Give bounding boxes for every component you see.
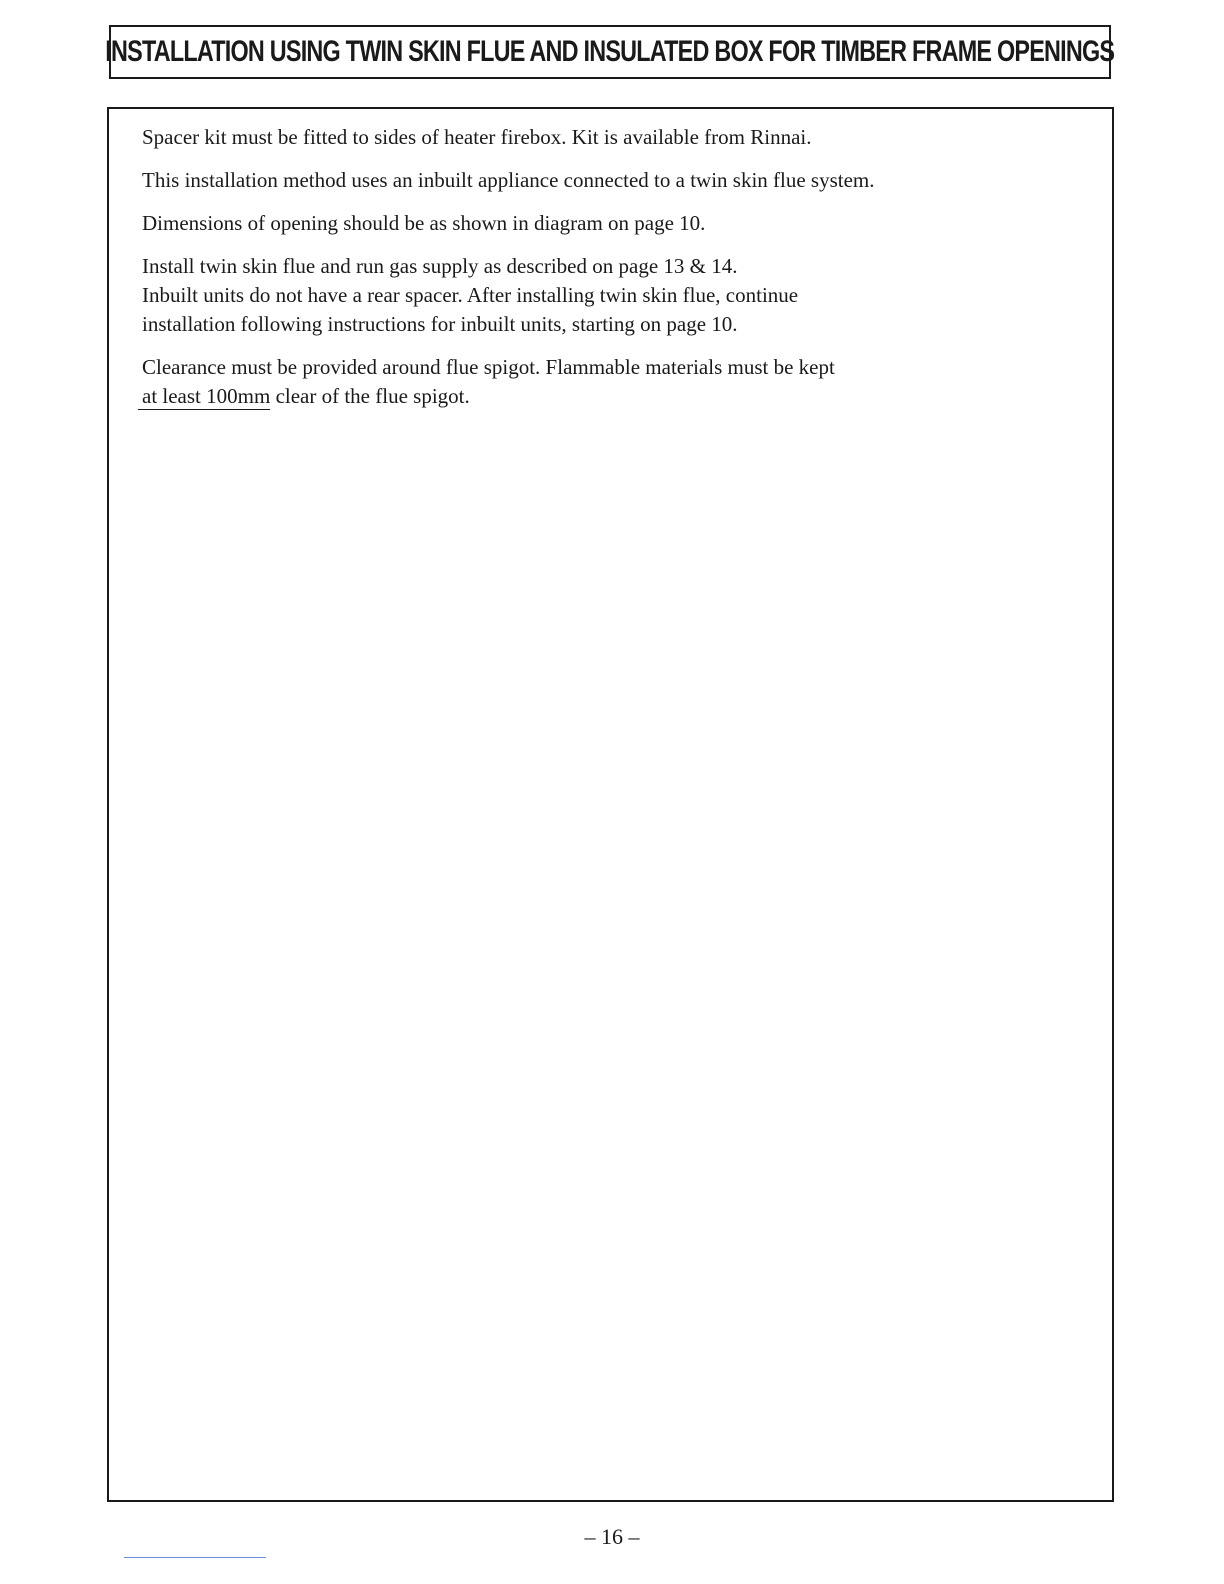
paragraph-text: Spacer kit must be fitted to sides of heater firebox. Kit is available from Rinnai.: [142, 125, 812, 149]
content-box: [107, 107, 1114, 1502]
paragraph-text: Dimensions of opening should be as shown in diagram on page 10.: [142, 211, 706, 235]
paragraph-line: Install twin skin flue and run gas supply as described on page 13 & 14.: [142, 254, 738, 278]
underlined-clearance-distance: at least 100mm: [138, 383, 270, 410]
paragraph-line: Inbuilt units do not have a rear spacer. After installing twin skin flue, continue: [142, 283, 799, 307]
paragraph-clearance: [142, 353, 1092, 411]
page-number: – 16 –: [584, 1524, 640, 1549]
paragraph-line: Clearance must be provided around flue spigot. Flammable materials must be kept: [142, 355, 835, 379]
paragraph-dimensions: [142, 209, 1092, 238]
paragraph-line-rest: clear of the flue spigot.: [270, 384, 470, 408]
paragraph-line: installation following instructions for inbuilt units, starting on page 10.: [142, 312, 738, 336]
paragraph-install-flue: [142, 252, 1092, 339]
footer-rule: [124, 1557, 266, 1558]
page-title: INSTALLATION USING TWIN SKIN FLUE AND INSULATED BOX FOR TIMBER FRAME OPENINGS: [105, 35, 1115, 68]
paragraph-spacer-kit: [142, 123, 1092, 152]
paragraph-installation-method: [142, 166, 1092, 195]
content-body: [142, 123, 1092, 425]
paragraph-line: [142, 382, 1092, 411]
paragraph-text: This installation method uses an inbuilt appliance connected to a twin skin flue system.: [142, 168, 875, 192]
title-box: [105, 25, 1115, 79]
